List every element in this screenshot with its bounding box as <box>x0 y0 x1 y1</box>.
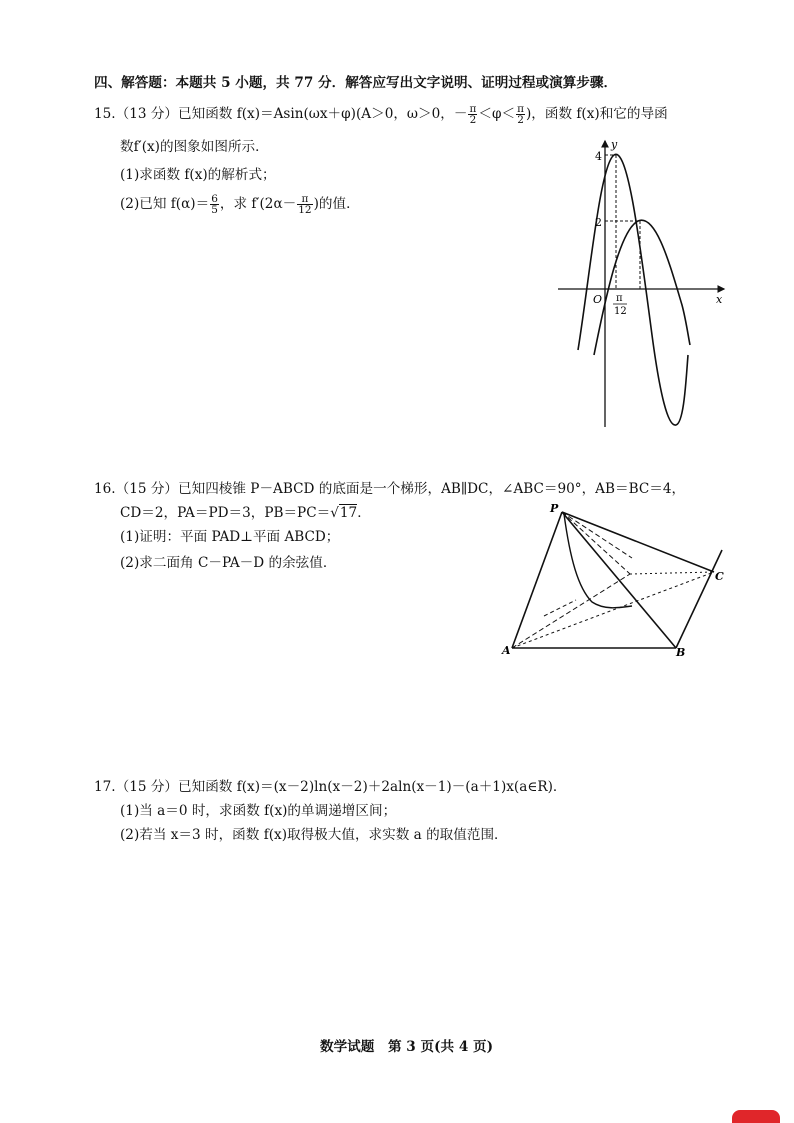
q16-line2 <box>120 504 371 522</box>
curve-f-prime <box>578 154 688 425</box>
edge-DC-hidden <box>630 572 714 574</box>
vertex-B: B <box>676 646 686 659</box>
origin-label: O <box>593 293 603 306</box>
q17-line1: 17.（15 分）已知函数 f(x)＝(x－2)ln(x－2)＋2aln(x－1)－(a＋1)x(a∈R)． <box>94 779 567 795</box>
tick-pi: π <box>616 293 623 304</box>
q17-part2: (2)若当 x＝3 时，函数 f(x)取得极大值，求实数 a 的取值范围． <box>120 827 508 843</box>
aux-dash-2 <box>544 600 576 616</box>
q15-part2 <box>120 194 360 215</box>
q16-pyramid-figure <box>500 498 735 663</box>
vertex-P: P <box>550 502 559 515</box>
q16-part1: (1)证明：平面 PAD⊥平面 ABCD； <box>120 529 340 545</box>
vertex-C: C <box>715 570 724 583</box>
q15-line1 <box>94 104 668 125</box>
tick-4: 4 <box>595 150 602 163</box>
tick-12: 12 <box>614 306 627 317</box>
q15-line1-b: )，函数 f(x)和它的导函 <box>525 106 668 122</box>
q15-frac-6-5: $\frac{6}{5}$ <box>211 193 218 216</box>
q15-frac-pi-over-2-b: $\frac{\pi}{2}$ <box>517 103 524 126</box>
q15-part2-c: )的值． <box>313 196 360 212</box>
page-footer: 数学试题 第 3 页(共 4 页) <box>320 1039 494 1055</box>
tick-2: 2 <box>595 216 602 229</box>
q15-line1-a: 15.（13 分）已知函数 f(x)＝Asin(ωx＋φ)(A＞0，ω＞0，－ <box>94 106 468 122</box>
edge-BC <box>676 550 722 648</box>
q15-line2: 数f′(x)的图象如图所示． <box>120 139 269 155</box>
x-axis-label: x <box>716 293 723 306</box>
edge-AC-hidden <box>512 572 714 648</box>
edge-AD-hidden <box>512 574 630 648</box>
q15-graph <box>550 135 730 435</box>
q16-line1: 16.（15 分）已知四棱锥 P－ABCD 的底面是一个梯形，AB∥DC，∠ABC＝90°，AB＝BC＝4， <box>94 481 686 497</box>
q15-part2-a: (2)已知 f(α)＝ <box>120 196 210 212</box>
q16-line2-b: ． <box>357 505 371 521</box>
section-heading: 四、解答题：本题共 5 小题，共 77 分．解答应写出文字说明、证明过程或演算步骤． <box>94 75 618 91</box>
q16-sqrt-value: 17 <box>339 505 358 521</box>
edge-PD-hidden <box>562 512 630 574</box>
q16-line2-a: CD＝2，PA＝PD＝3，PB＝PC＝ <box>120 505 331 521</box>
corner-tab <box>732 1110 780 1123</box>
sqrt-symbol: √ <box>330 505 339 521</box>
q17-part1: (1)当 a＝0 时，求函数 f(x)的单调递增区间； <box>120 803 397 819</box>
q16-part2: (2)求二面角 C－PA－D 的余弦值． <box>120 555 337 571</box>
q15-lt: ＜φ＜ <box>478 106 516 122</box>
aux-stroke <box>564 514 632 608</box>
y-axis-label: y <box>611 138 618 151</box>
q15-frac-pi-12: $\frac{\pi}{12}$ <box>298 193 312 216</box>
q15-part2-b: ，求 f′(2α－ <box>219 196 297 212</box>
edge-PA <box>512 512 562 648</box>
vertex-A: A <box>502 644 511 657</box>
q15-part1: (1)求函数 f(x)的解析式； <box>120 167 276 183</box>
q15-frac-pi-over-2-a: $\frac{\pi}{2}$ <box>469 103 477 126</box>
curve-f <box>594 220 690 355</box>
edge-PC <box>562 512 714 572</box>
